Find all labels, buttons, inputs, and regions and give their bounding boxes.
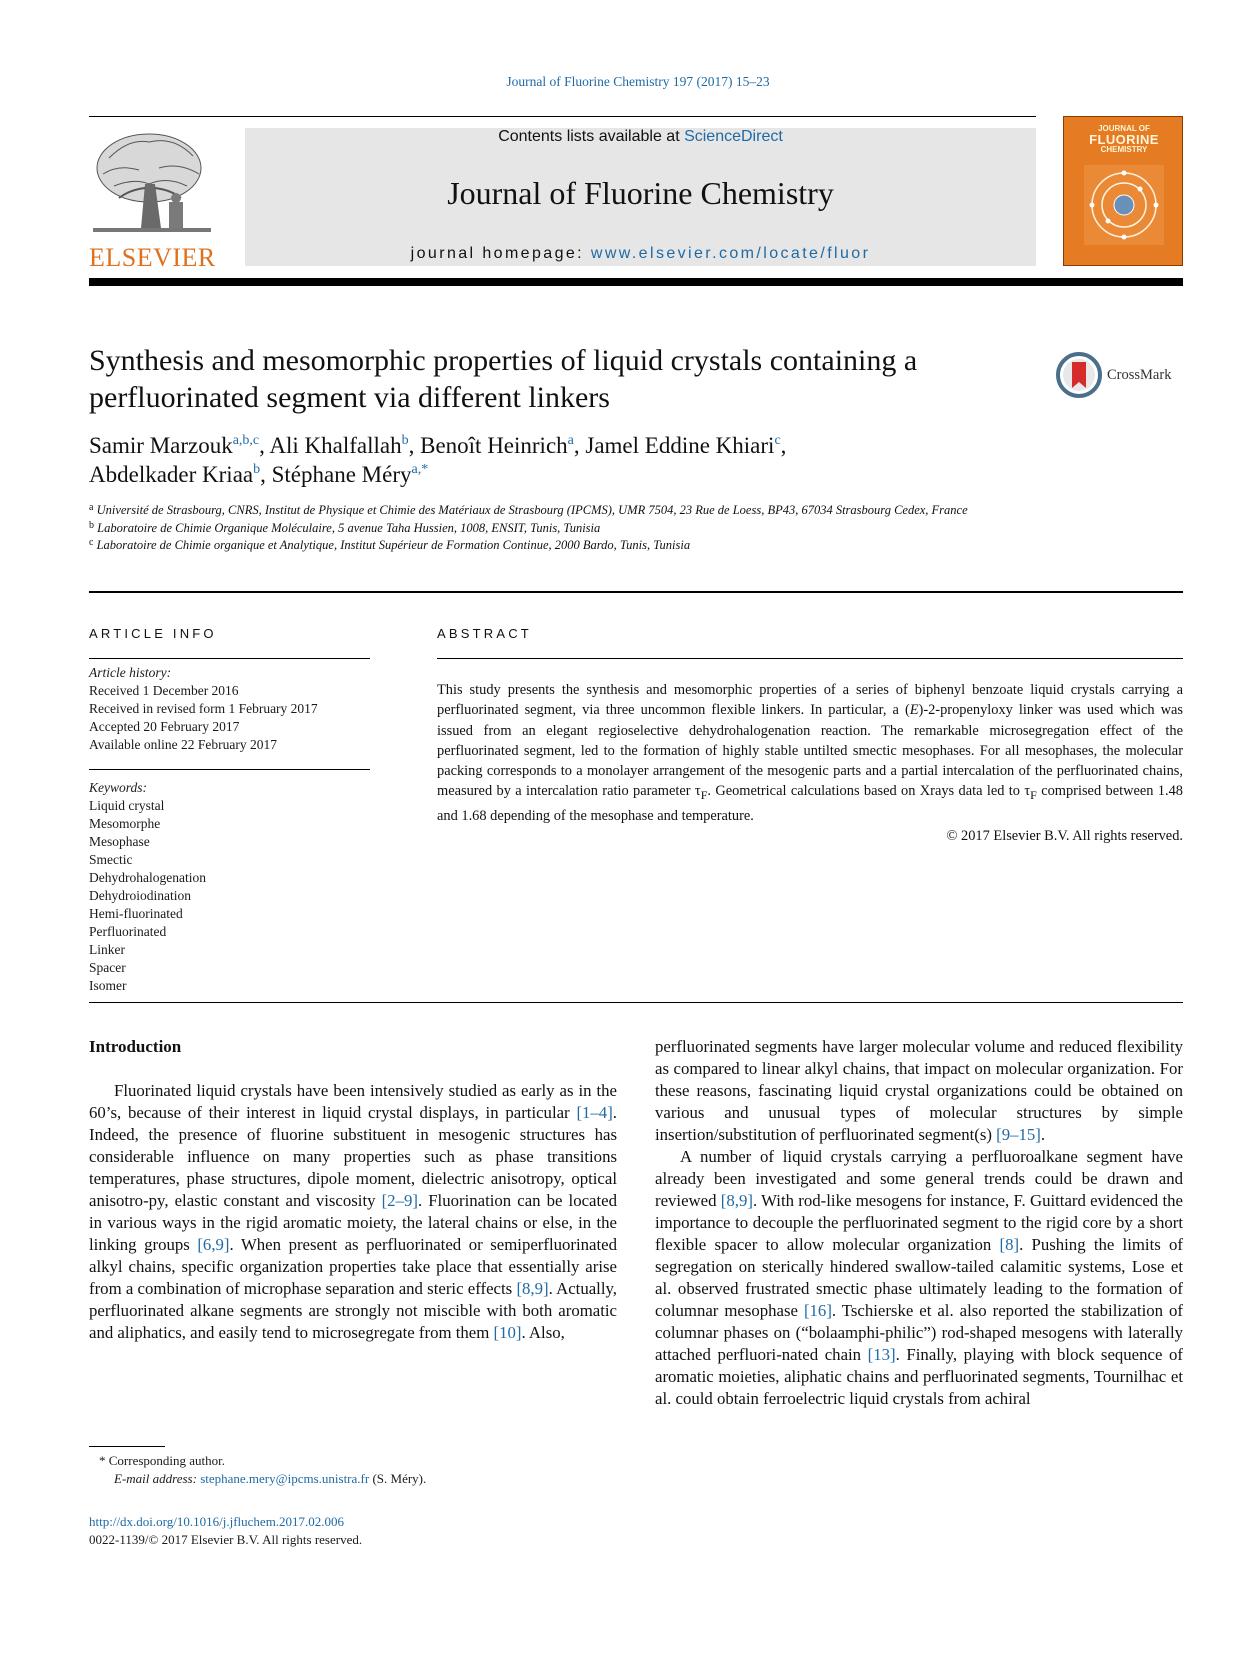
body-rule <box>89 1002 1183 1003</box>
elsevier-wordmark: ELSEVIER <box>89 243 216 272</box>
cover-title <box>1078 125 1170 154</box>
keyword-item: Hemi-fluorinated <box>89 906 183 921</box>
keyword-item: Liquid crystal <box>89 798 165 813</box>
body-paragraph <box>655 1036 1183 1146</box>
keyword-item: Smectic <box>89 852 133 867</box>
citation-link[interactable]: [16] <box>803 1301 832 1320</box>
header-top-rule <box>89 116 1036 117</box>
email-label: E-mail address: <box>114 1471 201 1486</box>
affiliation-item <box>89 502 1029 520</box>
keyword-item: Dehydroiodination <box>89 888 191 903</box>
citation-link[interactable]: [8,9] <box>720 1191 753 1210</box>
author-name[interactable]: Ali Khalfallah <box>269 433 402 458</box>
affiliation-text: Université de Strasbourg, CNRS, Institut de Physique et Chimie des Matériaux de Strasbourg (IPCMS), UMR 7504, 23 Rue de Loess, BP43, 67034 Strasbourg Cedex, France <box>96 503 968 517</box>
header-bottom-rule <box>89 278 1183 286</box>
author-affiliation-mark[interactable]: a <box>567 433 574 448</box>
body-text: . With rod-like mesogens for instance, F. Guittard evidenced the importance to decouple the perfluorinated segment to the rigid core by a short flexible spacer to allow molecular organization <box>655 1191 1183 1254</box>
citation-link[interactable]: [10] <box>493 1323 522 1342</box>
body-text: . Pushing the limits of segregation on sterically hindered swallow-tailed calamitic systems, Lose et al. observed frustrated smectic phase ultimately leading to the formation of columnar mesophase <box>655 1235 1184 1320</box>
keyword-item: Perfluorinated <box>89 924 167 939</box>
keyword-item: Mesomorphe <box>89 816 161 831</box>
doi-block <box>89 1513 589 1549</box>
affiliation-mark: a <box>89 502 94 513</box>
email-suffix: (S. Méry). <box>369 1471 427 1486</box>
keyword-list <box>89 779 379 995</box>
abstract-text: This study presents the synthesis and mesomorphic properties of a series of biphenyl benzoate liquid crystals carrying a perfluorinated segment, via three uncommon flexible linkers. In particular, a ( <box>437 682 1183 719</box>
footnote-star: * <box>99 1453 106 1468</box>
homepage-prefix: journal homepage: <box>410 245 591 262</box>
journal-title: Journal of Fluorine Chemistry <box>447 175 834 211</box>
author-separator: , <box>573 433 586 458</box>
affiliation-item <box>89 537 1029 555</box>
body-text: . When present as perfluorinated or semiperfluorinated alkyl chains, specific organization properties take place that essentially arise from a combination of microphase separation and steric effects <box>89 1235 617 1298</box>
abstract-subscript: F <box>700 788 708 803</box>
keyword-item: Isomer <box>89 978 127 993</box>
body-text: . Also, <box>521 1323 565 1342</box>
author-list <box>89 431 1089 489</box>
abstract-paragraph <box>437 680 1183 826</box>
footnote-rule <box>89 1446 165 1447</box>
elsevier-tree-icon <box>89 128 215 240</box>
affiliation-item <box>89 520 1029 538</box>
author-line-2 <box>89 460 1089 489</box>
author-line-1 <box>89 431 1089 460</box>
body-column-right <box>655 1036 1183 1410</box>
abstract-copyright: © 2017 Elsevier B.V. All rights reserved. <box>946 827 1183 844</box>
history-item: Received 1 December 2016 <box>89 683 239 698</box>
keyword-item: Spacer <box>89 960 126 975</box>
title-line-2: perfluorinated segment via different linkers <box>89 381 610 414</box>
body-text: . Actually, perfluorinated alkane segments are strongly not miscible with both aromatic and aliphatics, and easily tend to microsegregate from them <box>89 1279 617 1342</box>
citation-link[interactable]: [8] <box>999 1235 1020 1254</box>
atom-icon <box>1082 163 1166 247</box>
journal-homepage-line <box>245 245 1036 263</box>
author-separator: , <box>780 433 787 458</box>
author-affiliation-mark[interactable]: b <box>253 462 261 477</box>
issn-copyright: 0022-1139/© 2017 Elsevier B.V. All rights reserved. <box>89 1532 363 1547</box>
author-affiliation-mark[interactable]: a,* <box>411 462 429 477</box>
abstract-text: comprised between 1.48 and 1.68 depending of the mesophase and temperature. <box>437 783 1183 824</box>
body-column-left <box>89 1036 617 1344</box>
sciencedirect-link[interactable]: ScienceDirect <box>684 128 783 145</box>
history-item: Received in revised form 1 February 2017 <box>89 701 318 716</box>
keywords-label: Keywords: <box>89 780 147 795</box>
body-text: . Tschierske et al. also reported the stabilization of columnar phases on (“bolaamphi-philic”) rod-shaped mesogens with laterally attached perfluori-nated chain <box>655 1301 1183 1364</box>
footnote-line <box>89 1452 589 1470</box>
email-link[interactable]: stephane.mery@ipcms.unistra.fr <box>200 1471 370 1486</box>
body-paragraph <box>89 1080 617 1344</box>
history-label: Article history: <box>89 665 172 680</box>
citation-link[interactable]: [6,9] <box>197 1235 230 1254</box>
abstract-body <box>437 680 1183 846</box>
citation-link[interactable]: [2–9] <box>381 1191 418 1210</box>
body-text: . Indeed, the presence of fluorine substituent in mesogenic structures has considerable influence on many properties such as phase transitions temperatures, phase structures, dipole moment, dielectric anisotropy, optical anisotro-py, elastic constant and viscosity <box>89 1103 617 1210</box>
citation-link[interactable]: [9–15] <box>996 1125 1041 1144</box>
crossmark-badge[interactable] <box>1056 352 1186 400</box>
homepage-link[interactable]: www.elsevier.com/locate/fluor <box>590 245 871 262</box>
journal-cover-thumbnail[interactable] <box>1063 116 1183 266</box>
cover-line-2: FLUORINE <box>1089 132 1159 147</box>
affiliations-rule <box>89 591 1183 593</box>
author-name[interactable]: Benoît Heinrich <box>420 433 568 458</box>
contents-line <box>245 128 1036 146</box>
crossmark-label: CrossMark <box>1107 367 1172 383</box>
abstract-text: . Geometrical calculations based on Xrays data led to τ <box>707 783 1031 800</box>
article-info-heading: ARTICLE INFO <box>89 626 217 641</box>
footnote-text: Corresponding author. <box>108 1453 226 1468</box>
author-name[interactable]: Samir Marzouk <box>89 433 233 458</box>
body-text: . Fluorination can be located in various ways in the rigid aromatic moiety, the lateral chains or else, in the linking groups <box>89 1191 617 1254</box>
affiliation-text: Laboratoire de Chimie organique et Analytique, Institut Supérieur de Formation Continue, 2000 Bardo, Tunis, Tunisia <box>96 538 691 552</box>
body-text: . Finally, playing with block sequence of aromatic moieties, aliphatic chains and perfluorinated segments, Tournilhac et al. could obtain ferroelectric liquid crystals from achiral <box>655 1345 1183 1408</box>
citation-link[interactable]: [8,9] <box>516 1279 549 1298</box>
author-name[interactable]: Stéphane Méry <box>271 462 412 487</box>
journal-header-box <box>245 128 1036 266</box>
body-text: perfluorinated segments have larger molecular volume and reduced flexibility as compared to linear alkyl chains, that impact on molecular organization. For these reasons, fascinating liquid crystal organizations could be obtained on various and unusual types of molecular structures by simple insertion/substitution of perfluorinated segment(s) <box>655 1037 1183 1144</box>
author-separator: , <box>260 462 272 487</box>
article-info-rule <box>89 658 370 659</box>
keyword-item: Dehydrohalogenation <box>89 870 206 885</box>
keywords-rule <box>89 769 370 770</box>
article-history <box>89 664 379 754</box>
author-separator: , <box>259 433 270 458</box>
title-line-1: Synthesis and mesomorphic properties of liquid crystals containing a <box>89 344 918 377</box>
citation-link[interactable]: [1–4] <box>576 1103 613 1122</box>
keyword-item: Linker <box>89 942 125 957</box>
author-name[interactable]: Jamel Eddine Khiari <box>585 433 775 458</box>
abstract-rule <box>437 658 1183 659</box>
affiliation-list <box>89 502 1029 555</box>
body-text: A number of liquid crystals carrying a perfluoroalkane segment have already been investigated and some general trends could be drawn and reviewed <box>655 1147 1183 1210</box>
body-text: . <box>1040 1125 1046 1144</box>
affiliation-mark: b <box>89 519 94 531</box>
citation-link[interactable]: [13] <box>867 1345 896 1364</box>
author-name[interactable]: Abdelkader Kriaa <box>89 462 254 487</box>
affiliation-text: Laboratoire de Chimie Organique Moléculaire, 5 avenue Taha Hussien, 1008, ENSIT, Tunis, Tunisia <box>97 520 601 535</box>
author-affiliation-mark[interactable]: a,b,c <box>232 433 260 448</box>
abstract-heading: ABSTRACT <box>437 626 532 641</box>
contents-prefix: Contents lists available at <box>498 128 685 145</box>
journal-reference[interactable]: Journal of Fluorine Chemistry 197 (2017) 15–23 <box>506 74 770 89</box>
author-affiliation-mark[interactable]: c <box>774 433 781 448</box>
abstract-subscript: F <box>1030 788 1037 803</box>
cover-line-1: JOURNAL OF <box>1098 124 1150 133</box>
cover-line-3: CHEMISTRY <box>1100 145 1148 154</box>
author-separator: , <box>408 433 421 458</box>
body-text: Fluorinated liquid crystals have been intensively studied as early as in the 60’s, because of their interest in liquid crystal displays, in particular <box>89 1081 617 1122</box>
abstract-italic: E <box>909 702 919 719</box>
elsevier-logo <box>89 128 215 270</box>
footnote-email-line <box>89 1470 589 1488</box>
corresponding-author-footnote <box>89 1452 589 1488</box>
author-affiliation-mark[interactable]: b <box>401 433 409 448</box>
crossmark-icon <box>1056 352 1102 398</box>
abstract-text: )-2-propenyloxy linker was used which was issued from an elegant regioselective dehydrohalogenation reaction. The remarkable microsegregation effect of the perfluorinated segment, led to the formation of highly stable untilted smectic mesophases. For all mesophases, the molecular packing corresponds to a monolayer arrangement of the mesogenic parts and a partial intercalation of the perfluorinated chains, measured by a intercalation ratio parameter τ <box>437 702 1183 800</box>
affiliation-mark: c <box>89 537 94 548</box>
body-paragraph <box>655 1146 1183 1410</box>
history-item: Accepted 20 February 2017 <box>89 719 240 734</box>
keyword-item: Mesophase <box>89 834 150 849</box>
introduction-heading: Introduction <box>89 1037 182 1056</box>
doi-link[interactable]: http://dx.doi.org/10.1016/j.jfluchem.2017.02.006 <box>89 1514 345 1529</box>
article-title <box>89 342 1049 416</box>
history-item: Available online 22 February 2017 <box>89 737 277 752</box>
